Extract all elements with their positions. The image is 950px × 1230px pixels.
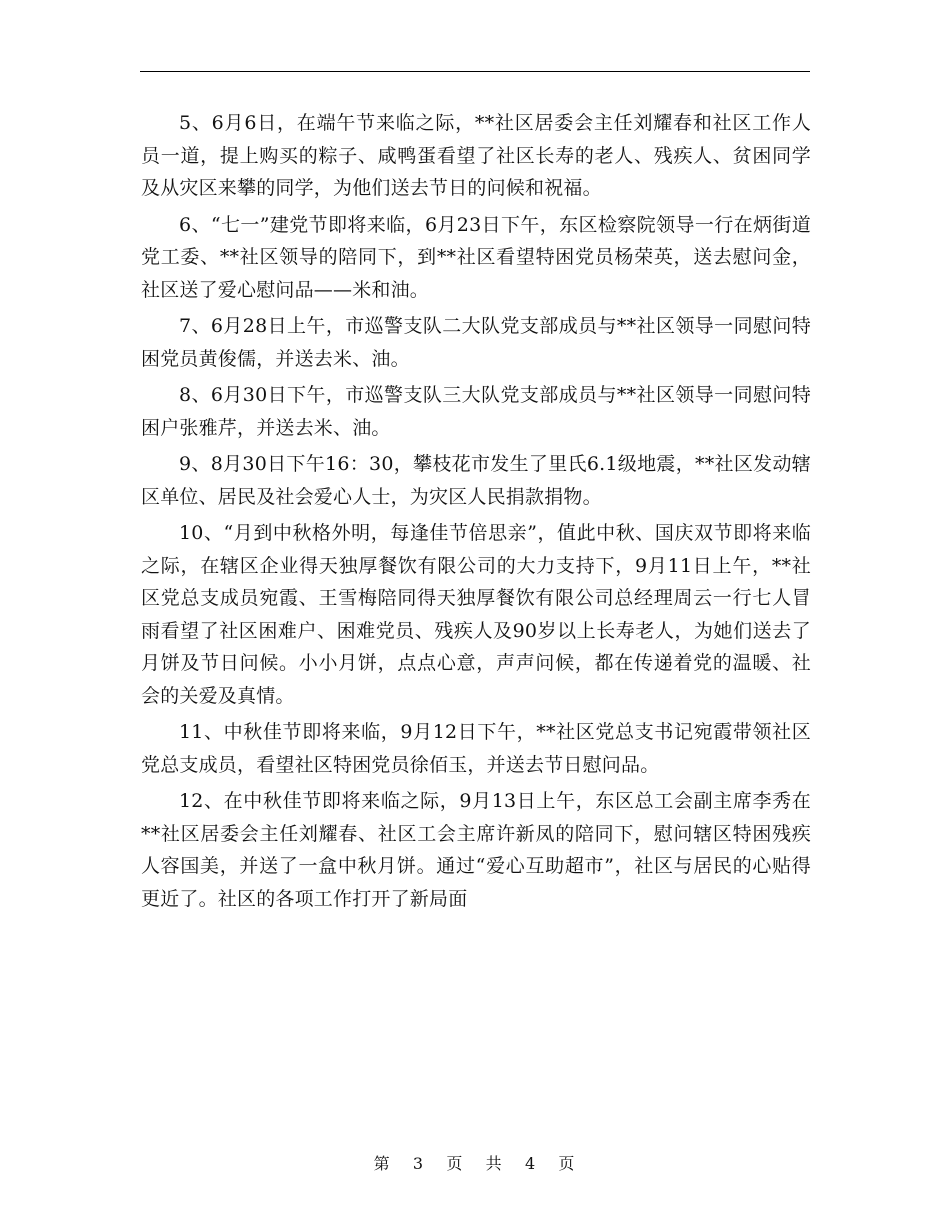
paragraph-10: 10、“月到中秋格外明，每逢佳节倍思亲”，值此中秋、国庆双节即将来临之际，在辖区企业得天独厚餐饮有限公司的大力支持下，9月11日上午，**社区党总支成员宛霞、王雪梅陪同得天独厚餐饮有限公司总经理周云一行七人冒雨看望了社区困难户、困难党员、残疾人及90岁以上长寿老人，为她们送去了月饼及节日问候。小小月饼，点点心意，声声问候，都在传递着党的温暖、社会的关爱及真情。 bbox=[141, 522, 811, 707]
paragraph-7: 7、6月28日上午，市巡警支队二大队党支部成员与**社区领导一同慰问特困党员黄俊儒，并送去米、油。 bbox=[141, 315, 811, 370]
footer-label-page-unit: 页 bbox=[446, 1154, 465, 1173]
header-rule bbox=[140, 71, 810, 72]
paragraph-8: 8、6月30日下午，市巡警支队三大队党支部成员与**社区领导一同慰问特困户张雅芹，并送去米、油。 bbox=[141, 384, 811, 439]
footer-label-total-unit: 页 bbox=[558, 1154, 577, 1173]
footer-label-page: 第 bbox=[373, 1154, 392, 1173]
footer-total-pages: 4 bbox=[524, 1154, 538, 1173]
document-body bbox=[141, 107, 811, 919]
footer-label-total: 共 bbox=[485, 1154, 504, 1173]
paragraph-5: 5、6月6日，在端午节来临之际，**社区居委会主任刘耀春和社区工作人员一道，提上购买的粽子、咸鸭蛋看望了社区长寿的老人、残疾人、贫困同学及从灾区来攀的同学，为他们送去节日的问候和祝福。 bbox=[141, 112, 811, 199]
paragraph-9: 9、8月30日下午16：30，攀枝花市发生了里氏6.1级地震，**社区发动辖区单位、居民及社会爱心人士，为灾区人民捐款捐物。 bbox=[141, 453, 811, 508]
paragraph-11: 11、中秋佳节即将来临，9月12日下午，**社区党总支书记宛霞带领社区党总支成员，看望社区特困党员徐佰玉，并送去节日慰问品。 bbox=[141, 721, 811, 776]
paragraph-6: 6、“七一”建党节即将来临，6月23日下午，东区检察院领导一行在炳街道党工委、**社区领导的陪同下，到**社区看望特困党员杨荣英，送去慰问金，社区送了爱心慰问品——米和油。 bbox=[141, 213, 811, 301]
page-footer bbox=[0, 1151, 950, 1174]
footer-current-page: 3 bbox=[412, 1154, 426, 1173]
paragraph-12: 12、在中秋佳节即将来临之际，9月13日上午，东区总工会副主席李秀在**社区居委会主任刘耀春、社区工会主席许新凤的陪同下，慰问辖区特困残疾人容国美，并送了一盒中秋月饼。通过“爱心互助超市”，社区与居民的心贴得更近了。社区的各项工作打开了新局面 bbox=[141, 790, 811, 910]
